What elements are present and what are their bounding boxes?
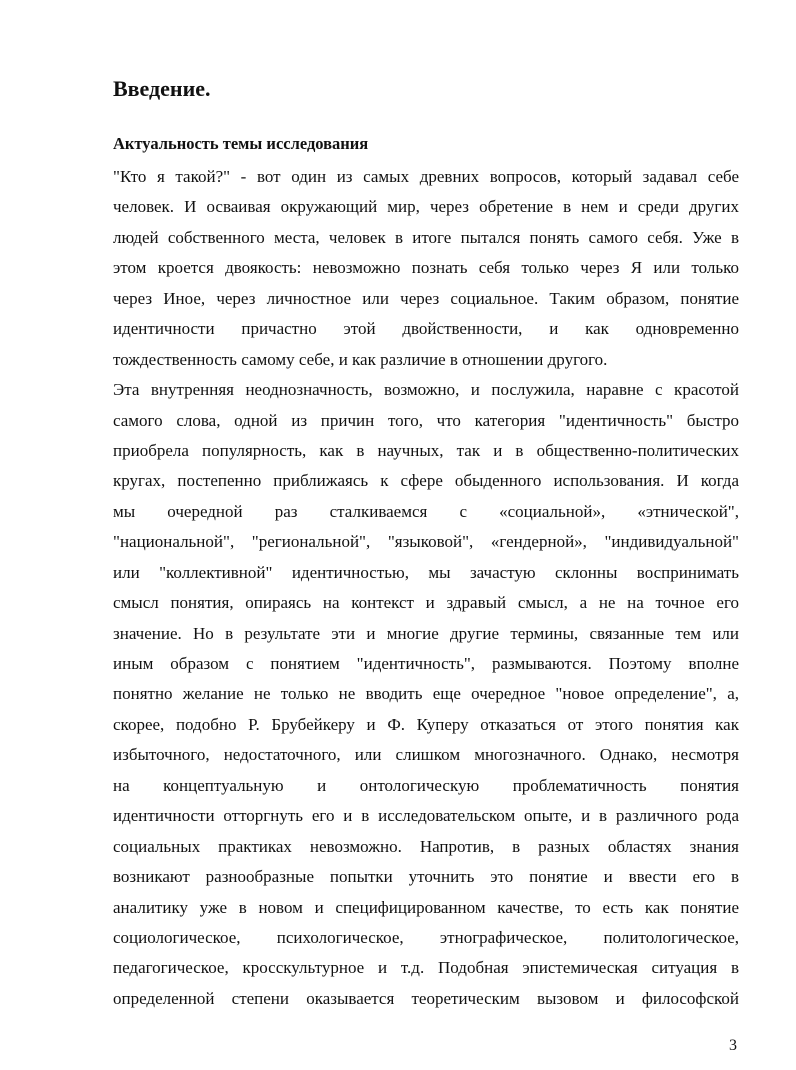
text-line: скорее, подобно Р. Брубейкеру и Ф. Куперу отказаться от этого понятия как — [113, 714, 739, 734]
page-number: 3 — [729, 1037, 737, 1054]
page-title: Введение. — [113, 76, 211, 101]
text-line: "Кто я такой?" - вот один из самых древних вопросов, который задавал себе — [113, 167, 739, 186]
text-line: возникают разнообразные попытки уточнить это понятие и ввести его в — [113, 867, 739, 887]
text-line: Эта внутренняя неоднозначность, возможно, и послужила, наравне с красотой — [113, 380, 739, 400]
text-line: педагогическое, кросскультурное и т.д. Подобная эпистемическая ситуация в — [113, 958, 739, 978]
text-line: понятно желание не только не вводить еще очередное "новое определение", а, — [113, 684, 739, 704]
text-line: определенной степени оказывается теоретическим вызовом и философской — [113, 988, 739, 1008]
text-line: на концептуальную и онтологическую проблематичность понятия — [113, 775, 739, 795]
text-line: через Иное, через личностное или через социальное. Таким образом, понятие — [113, 288, 739, 308]
text-line: приобрела популярность, как в научных, так и в общественно-политических — [113, 440, 739, 460]
text-line: социальных практиках невозможно. Напротив, в разных областях знания — [113, 836, 739, 856]
section-heading: Актуальность темы исследования — [113, 134, 369, 153]
text-line: человек. И осваивая окружающий мир, через обретение в нем и среди других — [113, 197, 739, 217]
text-line: людей собственного места, человек в итоге пытался понять самого себя. Уже в — [113, 227, 739, 247]
text-line: мы очередной раз сталкиваемся с «социальной», «этнической", — [113, 501, 739, 521]
text-line: значение. Но в результате эти и многие другие термины, связанные тем или — [113, 623, 739, 643]
text-line: иным образом с понятием "идентичность", размываются. Поэтому вполне — [113, 654, 739, 673]
text-line: социологическое, психологическое, этнографическое, политологическое, — [113, 927, 739, 947]
text-line: смысл понятия, опираясь на контекст и здравый смысл, а не на точное его — [113, 593, 739, 613]
text-line: этом кроется двоякость: невозможно познать себя только через Я или только — [113, 258, 739, 278]
text-line: аналитику уже в новом и специфицированном качестве, то есть как понятие — [113, 897, 739, 917]
text-line: "национальной", "региональной", "языковой", «гендерной», "индивидуальной" — [113, 532, 739, 552]
text-line: избыточного, недостаточного, или слишком многозначного. Однако, несмотря — [113, 745, 739, 765]
text-line: самого слова, одной из причин того, что категория "идентичность" быстро — [113, 410, 739, 430]
text-line: или "коллективной" идентичностью, мы зачастую склонны воспринимать — [113, 562, 739, 582]
text-line: кругах, постепенно приближаясь к сфере обыденного использования. И когда — [113, 471, 739, 491]
text-line: тождественность самому себе, и как различие в отношении другого. — [113, 349, 608, 369]
body-text — [113, 162, 739, 1014]
text-line: идентичности причастно этой двойственности, и как одновременно — [113, 319, 739, 339]
text-line: идентичности отторгнуть его и в исследовательском опыте, и в различного рода — [113, 806, 739, 826]
